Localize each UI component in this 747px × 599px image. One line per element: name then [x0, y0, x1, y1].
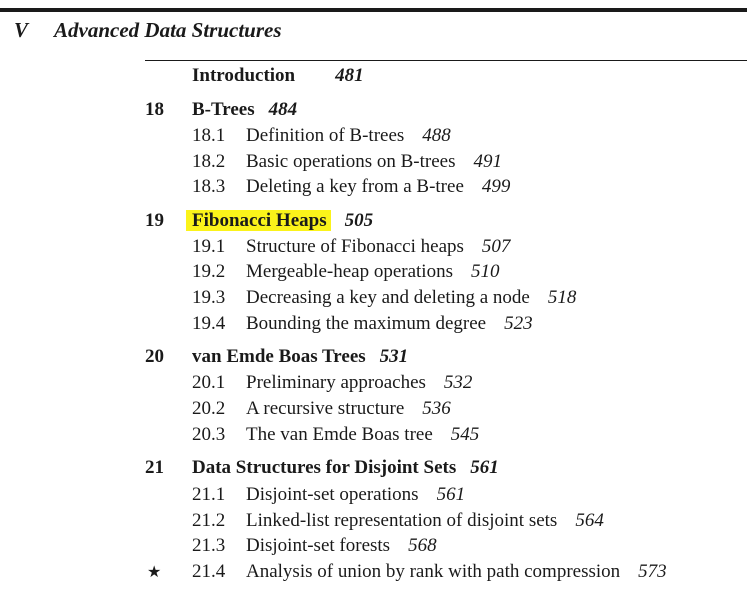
section-title: Analysis of union by rank with path compression	[246, 561, 621, 582]
section-19-4	[192, 313, 533, 335]
chapter-number: 20	[145, 346, 164, 367]
section-18-2	[192, 151, 502, 173]
chapter-title: Data Structures for Disjoint Sets	[192, 457, 457, 478]
section-number: 18.2	[192, 151, 226, 172]
section-title: The van Emde Boas tree	[246, 424, 433, 445]
chapter-title: van Emde Boas Trees	[192, 346, 366, 367]
section-page: 488	[422, 125, 451, 146]
section-18-1	[192, 125, 451, 147]
section-number: 20.2	[192, 398, 226, 419]
chapter-number: 21	[145, 457, 164, 478]
section-page: 573	[638, 561, 667, 582]
section-title: Linked-list representation of disjoint sets	[246, 510, 558, 531]
section-number: 20.1	[192, 372, 226, 393]
section-21-2	[192, 510, 604, 532]
section-page: 545	[450, 424, 480, 445]
section-number: 21.2	[192, 510, 226, 531]
top-rule	[0, 8, 747, 12]
section-page: 564	[575, 510, 604, 531]
section-page: 561	[436, 484, 466, 505]
section-number: 19.3	[192, 287, 226, 308]
section-title: Definition of B-trees	[246, 125, 405, 146]
section-21-1	[192, 484, 465, 506]
section-19-3	[192, 287, 576, 309]
section-rule	[145, 60, 747, 61]
section-page: 491	[473, 151, 502, 172]
section-number: 18.1	[192, 125, 226, 146]
section-title: Mergeable-heap operations	[246, 261, 453, 282]
section-title: Deleting a key from a B-tree	[246, 176, 464, 197]
intro-title: Introduction	[192, 65, 296, 86]
part-title: Advanced Data Structures	[54, 18, 282, 42]
section-title: A recursive structure	[246, 398, 405, 419]
section-title: Disjoint-set operations	[246, 484, 419, 505]
section-20-1	[192, 372, 472, 394]
section-19-2	[192, 261, 499, 283]
part-heading	[14, 18, 282, 43]
section-title: Disjoint-set forests	[246, 535, 391, 556]
section-title: Structure of Fibonacci heaps	[246, 236, 464, 257]
section-page: 532	[443, 372, 473, 393]
section-page: 499	[481, 176, 511, 197]
chapter-number: 19	[145, 210, 164, 231]
section-page: 518	[547, 287, 577, 308]
section-20-2	[192, 398, 451, 420]
section-number: 18.3	[192, 176, 226, 197]
section-20-3	[192, 424, 479, 446]
section-number: 19.4	[192, 313, 226, 334]
chapter-title: B-Trees	[192, 99, 255, 120]
section-title: Decreasing a key and deleting a node	[246, 287, 530, 308]
section-page: 510	[470, 261, 500, 282]
section-21-4	[192, 561, 667, 583]
chapter-page: 484	[268, 99, 298, 120]
section-19-1	[192, 236, 510, 258]
star-icon: ★	[147, 564, 162, 581]
chapter-title-highlighted: Fibonacci Heaps	[186, 210, 331, 231]
section-page: 523	[504, 313, 533, 334]
section-number: 21.1	[192, 484, 226, 505]
intro-entry	[192, 65, 364, 87]
chapter-page: 505	[344, 210, 374, 231]
section-title: Preliminary approaches	[246, 372, 426, 393]
chapter-number: 18	[145, 99, 164, 120]
section-title: Basic operations on B-trees	[246, 151, 456, 172]
section-21-3	[192, 535, 437, 557]
section-number: 21.4	[192, 561, 226, 582]
section-page: 507	[481, 236, 511, 257]
section-18-3	[192, 176, 510, 198]
part-number: V	[14, 18, 29, 42]
section-number: 19.1	[192, 236, 226, 257]
section-number: 20.3	[192, 424, 226, 445]
chapter-page: 561	[470, 457, 499, 478]
section-page: 536	[422, 398, 451, 419]
section-number: 19.2	[192, 261, 226, 282]
intro-page: 481	[335, 65, 364, 86]
section-title: Bounding the maximum degree	[246, 313, 487, 334]
section-page: 568	[408, 535, 437, 556]
section-number: 21.3	[192, 535, 226, 556]
chapter-page: 531	[379, 346, 409, 367]
